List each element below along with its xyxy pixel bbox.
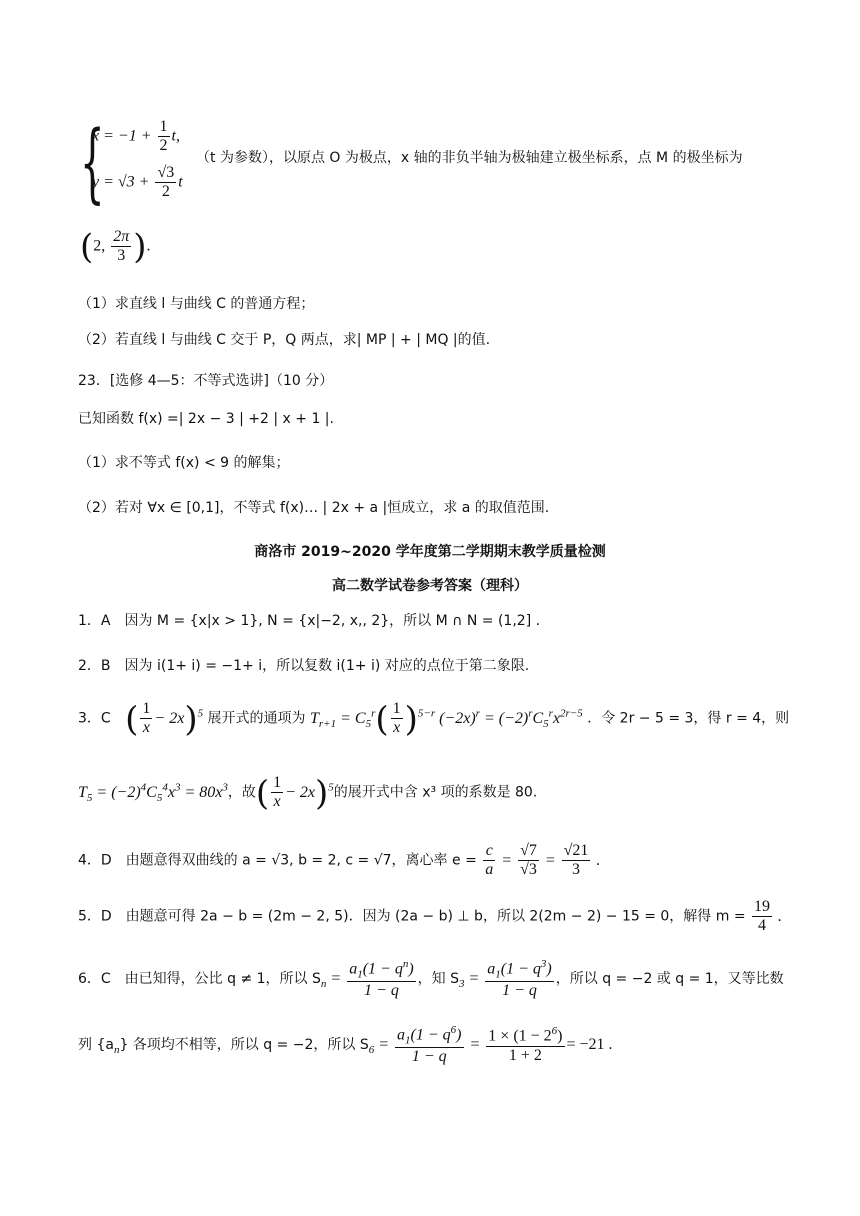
eq-y-lhs: y = √3 + <box>92 173 154 191</box>
answer-3-line2-text: ，故 <box>227 784 256 801</box>
answer-5: 5．D 由题意可得 2a − b = (2m − 2, 5)．因为 (2a − b) ⊥ b，所以 2(2m − 2) − 15 = 0，解得 m = $\frac{19}{4}$ . <box>78 898 783 935</box>
answer-6-line2: 列 $\{a_n\}$ 各项均不相等，所以 q = −2，所以 $S_6$ = $\frac{a_1(1 - q^6)}{1 - q}$ = $\frac{1 \times (1 - 2^6)}{1 + 2}$ = −21 . <box>78 1024 613 1066</box>
polar-end: . <box>146 237 151 255</box>
eq-x-lhs: x = −1 + <box>92 127 156 145</box>
q23-part1: （1）求不等式 f(x) < 9 的解集； <box>78 455 290 471</box>
q22-part2: （2）若直线 l 与曲线 C 交于 P，Q 两点，求| MP | + | MQ |的值. <box>78 332 491 348</box>
frac-c: c <box>483 842 495 861</box>
eq-y-den: 2 <box>161 183 170 201</box>
param-description: （t 为参数），以原点 O 为极点，x 轴的非负半轴为极轴建立极坐标系，点 M 的极坐标为 <box>196 150 743 166</box>
answer-3-line2: $T_5 = (-2)^4C_5^4x^3 = 80x^3$，故( $\frac{1}{x}$ − 2x)$^5$的展开式中含 x³ 项的系数是 80. <box>78 772 538 813</box>
eq-x-tail: t, <box>171 127 180 145</box>
answer-6-l2a: 列 {a <box>78 1036 114 1053</box>
polar-theta-den: 3 <box>117 247 126 265</box>
answer-4: 4．D 由题意得双曲线的 a = √3, b = 2, c = √7，离心率 e = $\frac{c}{a}$ = $\frac{√7}{√3}$ = $\frac{√21}{3}$ . <box>78 842 601 879</box>
q23-title: 23．[选修 4—5：不等式选讲]（10 分） <box>78 373 334 389</box>
answer-4-lead: 4．D 由题意得双曲线的 a = √3, b = 2, c = √7，离心率 e = <box>78 852 477 869</box>
frac-a: a <box>485 861 494 879</box>
answer-5-den: 4 <box>758 917 767 935</box>
answer-5-num: 19 <box>752 898 772 917</box>
eq-y-num: √3 <box>155 164 176 183</box>
param-eq-x <box>92 118 180 156</box>
eq-x-num: 1 <box>158 118 170 137</box>
eq-x-den: 2 <box>159 137 168 155</box>
answer-6-end: = −21 . <box>566 1035 613 1053</box>
eq-y-tail: t <box>178 173 183 191</box>
frac-sqrt3: √3 <box>520 861 537 879</box>
left-brace: { <box>80 113 105 213</box>
frac-sqrt21: √21 <box>562 842 591 861</box>
frac-sqrt7: √7 <box>518 842 539 861</box>
frac-three: 3 <box>572 861 581 879</box>
answer-heading-title: 高二数学试卷参考答案（理科） <box>332 578 528 594</box>
answer-6-l1a: 6．C 由已知得，公比 q ≠ 1，所以 S <box>78 970 321 987</box>
answer-3-lead: 3．C <box>78 710 111 727</box>
polar-point: (2, $\frac{2\pi}{3}$ ). <box>80 226 151 267</box>
answer-6-l1c: ，所以 q = −2 或 q = 1，又等比数 <box>555 970 784 987</box>
answer-5-text: 5．D 由题意可得 2a − b = (2m − 2, 5)．因为 (2a − b) ⊥ b，所以 2(2m − 2) − 15 = 0，解得 m = <box>78 908 746 925</box>
answer-6-l1b: ，知 S <box>417 970 459 987</box>
q22-part1: （1）求直线 l 与曲线 C 的普通方程； <box>78 296 315 312</box>
answer-3-line1: 3．C ( $\frac{1}{x}$ − 2x)$^5$ 展开式的通项为 $T_{r+1} = C_5^r$( $\frac{1}{x}$ )$^{5-r}$ $(-2x)^r = (-2)^rC_5^rx^{2r-5}$ ．令 2r − 5 = 3，得 r = 4，则 <box>78 698 790 739</box>
answer-3-tail: ．令 2r − 5 = 3，得 r = 4，则 <box>587 710 790 727</box>
answer-heading-school: 商洛市 2019~2020 学年度第二学期期末教学质量检测 <box>254 544 606 560</box>
answer-2: 2．B 因为 i(1+ i) = −1+ i，所以复数 i(1+ i) 对应的点位于第二象限. <box>78 658 530 674</box>
answer-3-line2-tail: 的展开式中含 x³ 项的系数是 80. <box>333 784 538 801</box>
polar-theta-num: 2π <box>111 228 131 247</box>
answer-1: 1．A 因为 M = {x|x > 1}, N = {x|−2, x,, 2}，所以 M ∩ N = (1,2] . <box>78 613 541 629</box>
q23-statement: 已知函数 f(x) =| 2x − 3 | +2 | x + 1 |. <box>78 411 334 427</box>
param-eq-y <box>92 164 183 202</box>
answer-6-line1: 6．C 由已知得，公比 q ≠ 1，所以 $S_n$ = $\frac{a_1(1 - q^n)}{1 - q}$ ，知 $S_3$ = $\frac{a_1(1 - q^3)}{1 - q}$ ，所以 q = −2 或 q = 1，又等比数 <box>78 958 784 1000</box>
answer-3-text: 展开式的通项为 <box>207 710 306 727</box>
q23-part2: （2）若对 ∀x ∈ [0,1]，不等式 f(x)… | 2x + a |恒成立，求 a 的取值范围. <box>78 500 550 516</box>
polar-r: 2, <box>93 237 110 255</box>
answer-6-l2b: } 各项均不相等，所以 q = −2，所以 S <box>119 1036 369 1053</box>
